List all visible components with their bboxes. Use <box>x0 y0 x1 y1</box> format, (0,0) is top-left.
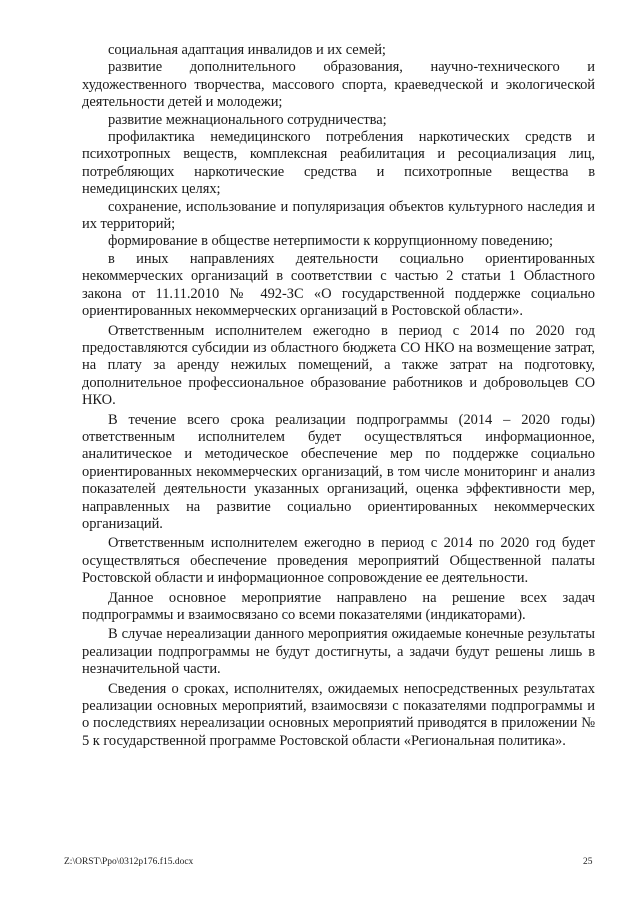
paragraph: в иных направлениях деятельности социально ориентированных некоммерческих организаций в соответствии с частью 2 статьи 1 Областного закона от 11.11.2010 № 492-ЗС «О государственной поддержке социально ориентированных некоммерческих организаций в Ростовской области». <box>82 250 595 320</box>
paragraph: В случае нереализации данного мероприятия ожидаемые конечные результаты реализации подпрограммы не будут достигнуты, а задачи будут решены лишь в незначительной части. <box>82 626 595 678</box>
paragraph: Ответственным исполнителем ежегодно в период с 2014 по 2020 год предоставляются субсидии из областного бюджета СО НКО на возмещение затрат, на плату за аренду нежилых помещений, а также затрат на подготовку, дополнительное профессиональное образование работников и добровольцев СО НКО. <box>82 322 595 409</box>
paragraph: развитие дополнительного образования, научно-технического и художественного творчества, массового спорта, краеведческой и экологической деятельности детей и молодежи; <box>82 59 595 111</box>
paragraph: Сведения о сроках, исполнителях, ожидаемых непосредственных результатах реализации основных мероприятий, взаимосвязи с показателями подпрограммы и о последствиях нереализации основных мероприятий приводятся в приложении № 5 к государственной программе Ростовской области «Региональная политика». <box>82 680 595 749</box>
paragraph: сохранение, использование и популяризация объектов культурного наследия и их территорий; <box>82 198 595 233</box>
footer-file-path: Z:\ORST\Ppo\0312p176.f15.docx <box>64 857 194 867</box>
paragraph: социальная адаптация инвалидов и их семей; <box>108 42 386 58</box>
paragraph: Данное основное мероприятие направлено на решение всех задач подпрограммы и взаимосвязано со всеми показателями (индикаторами). <box>82 589 595 623</box>
document-body <box>82 42 595 750</box>
paragraph: развитие межнационального сотрудничества; <box>108 111 387 128</box>
paragraph: формирование в обществе нетерпимости к коррупционному поведению; <box>108 233 553 250</box>
page-number: 25 <box>583 857 593 867</box>
paragraph: Ответственным исполнителем ежегодно в период с 2014 по 2020 год будет осуществляться обеспечение проведения мероприятий Общественной палаты Ростовской области и информационное сопровождение ее деятельности. <box>82 535 595 587</box>
paragraph: профилактика немедицинского потребления наркотических средств и психотропных веществ, комплексная реабилитация и ресоциализация лиц, потребляющих наркотические средства и психотропные вещества в немедицинских целях; <box>82 129 595 198</box>
paragraph: В течение всего срока реализации подпрограммы (2014 – 2020 годы) ответственным исполнителем будет осуществляться информационное, аналитическое и методическое обеспечение мер по поддержке социально ориентированных некоммерческих организаций, в том числе мониторинг и анализ показателей деятельности указанных организаций, оценка эффективности мер, направленных на развитие социально ориентированных некоммерческих организаций. <box>82 411 595 532</box>
